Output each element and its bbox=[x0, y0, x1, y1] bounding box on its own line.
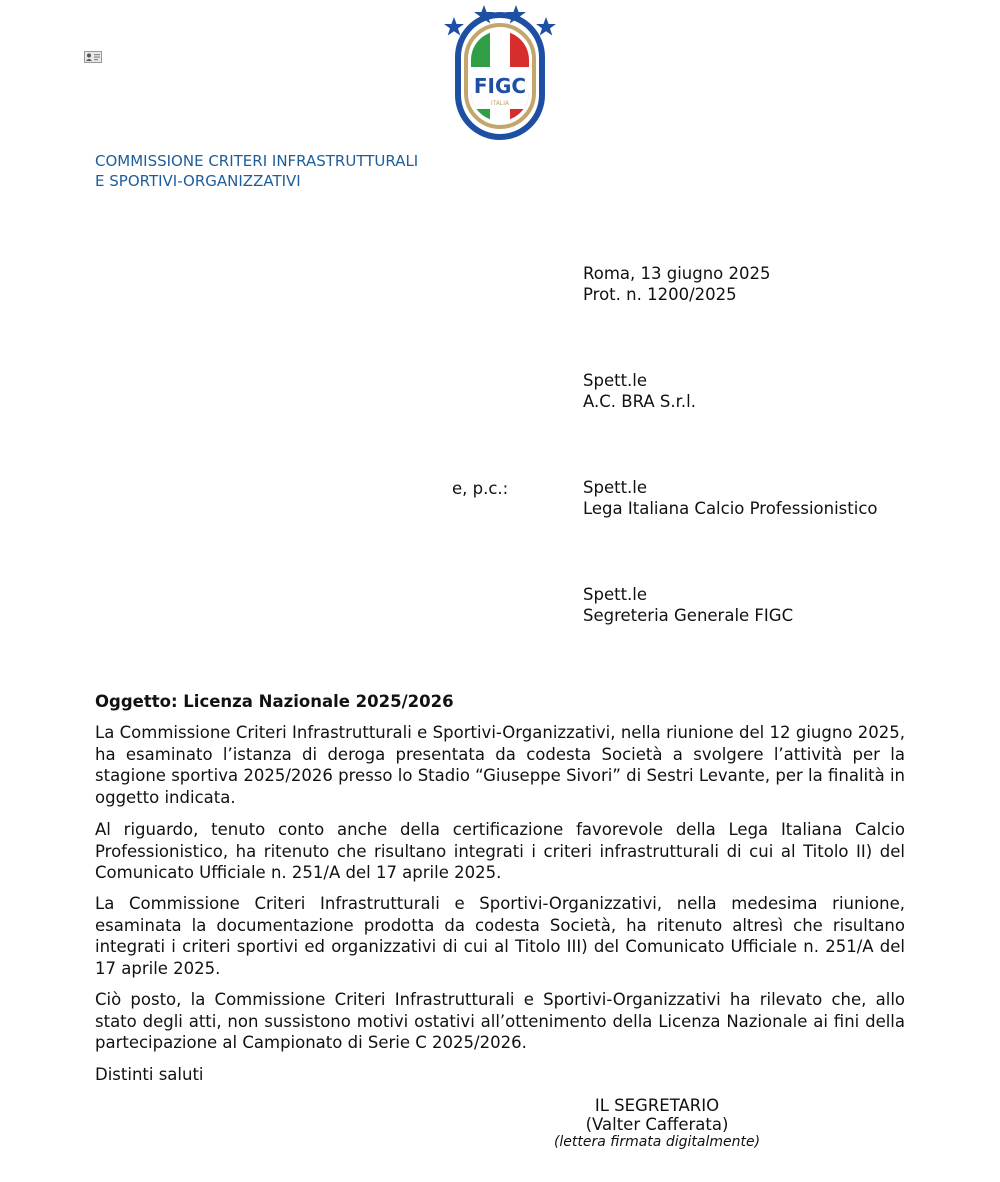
commission-line-1: COMMISSIONE CRITERI INFRASTRUTTURALI bbox=[95, 152, 419, 170]
stars-icon bbox=[444, 5, 556, 36]
signature-block bbox=[540, 1096, 774, 1150]
date: Roma, 13 giugno 2025 bbox=[583, 264, 771, 283]
logo-subtext: ITALIA bbox=[490, 100, 510, 107]
closing-salutation: Distinti saluti bbox=[95, 1065, 204, 1084]
recipient bbox=[583, 584, 793, 626]
recipient-salutation: Spett.le bbox=[583, 585, 648, 604]
signature-title: IL SEGRETARIO bbox=[594, 1096, 720, 1115]
body-paragraph-2: Al riguardo, tenuto conto anche della certificazione favorevole della Lega Italiana Calcio Professionistico, ha ritenuto che risultano integrati i criteri infrastrutturali di cui al Titolo II) del Comunicato Ufficiale n. 251/A del 17 aprile 2025. bbox=[95, 820, 905, 882]
body-paragraph-3: La Commissione Criteri Infrastrutturali e Sportivi-Organizzativi, nella medesima riunione, esaminata la documentazione prodotta da codesta Società, ha ritenuto altresì che risultano integrati i criteri sportivi ed organizzativi di cui al Titolo III) del Comunicato Ufficiale n. 251/A del 17 aprile 2025. bbox=[95, 894, 905, 978]
body-paragraph-4: Ciò posto, la Commissione Criteri Infrastrutturali e Sportivi-Organizzativi ha rilevato che, allo stato degli atti, non sussistono motivi ostativi all’ottenimento della Licenza Nazionale ai fini della partecipazione al Campionato di Serie C 2025/2026. bbox=[95, 990, 905, 1052]
recipient-salutation: Spett.le bbox=[583, 371, 648, 390]
cc-label: e, p.c.: bbox=[452, 479, 509, 498]
commission-heading bbox=[95, 151, 418, 191]
subject-line: Oggetto: Licenza Nazionale 2025/2026 bbox=[95, 692, 454, 711]
logo-text: FIGC bbox=[473, 74, 527, 98]
protocol-number: Prot. n. 1200/2025 bbox=[583, 285, 737, 304]
recipient-name: A.C. BRA S.r.l. bbox=[583, 392, 696, 411]
recipient bbox=[583, 370, 696, 412]
recipient-name: Lega Italiana Calcio Professionistico bbox=[583, 499, 878, 518]
figc-logo bbox=[440, 5, 560, 151]
recipient-salutation: Spett.le bbox=[583, 478, 648, 497]
signature-note: (lettera firmata digitalmente) bbox=[553, 1134, 761, 1150]
body-paragraph-1: La Commissione Criteri Infrastrutturali e Sportivi-Organizzativi, nella riunione del 12 giugno 2025, ha esaminato l’istanza di deroga presentata da codesta Società a svolgere l’attività per la stagione sportiva 2025/2026 presso lo Stadio “Giuseppe Sivori” di Sestri Levante, per la finalità in oggetto indicata. bbox=[95, 723, 905, 807]
recipient bbox=[583, 477, 878, 519]
contact-card-icon bbox=[84, 51, 102, 63]
commission-line-2: E SPORTIVI-ORGANIZZATIVI bbox=[95, 172, 301, 190]
signature-name: (Valter Cafferata) bbox=[585, 1115, 729, 1134]
recipient-name: Segreteria Generale FIGC bbox=[583, 606, 794, 625]
date-block bbox=[583, 263, 771, 305]
